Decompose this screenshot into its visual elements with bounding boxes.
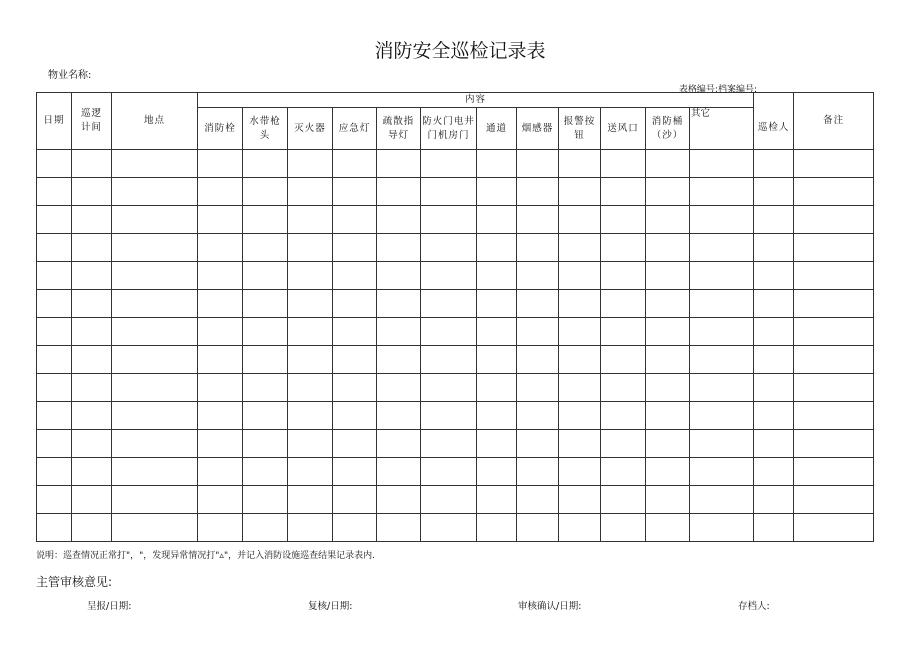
table-cell[interactable] [421, 374, 477, 402]
table-cell[interactable] [794, 514, 874, 542]
table-cell[interactable] [559, 290, 601, 318]
table-cell[interactable] [198, 486, 243, 514]
table-cell[interactable] [243, 318, 288, 346]
header-content-item: 防火门电井 门机房门 [421, 108, 477, 150]
table-cell[interactable] [112, 262, 198, 290]
archive-label: 存档人: [738, 601, 770, 612]
table-cell[interactable] [377, 262, 421, 290]
table-cell[interactable] [377, 514, 421, 542]
table-cell[interactable] [288, 290, 333, 318]
table-cell[interactable] [559, 514, 601, 542]
table-cell[interactable] [72, 402, 112, 430]
table-cell[interactable] [794, 318, 874, 346]
table-row [37, 374, 874, 402]
table-cell[interactable] [754, 234, 794, 262]
table-cell[interactable] [377, 318, 421, 346]
table-cell[interactable] [288, 150, 333, 178]
table-cell[interactable] [243, 262, 288, 290]
table-cell[interactable] [601, 178, 646, 206]
table-row [37, 430, 874, 458]
table-cell[interactable] [601, 374, 646, 402]
table-cell[interactable] [37, 430, 72, 458]
table-cell[interactable] [37, 178, 72, 206]
table-cell[interactable] [754, 486, 794, 514]
note-text: 说明：巡查情况正常打"，"，发现异常情况打"▵"，并记入消防设施巡查结果记录表内. [36, 551, 375, 561]
table-cell[interactable] [37, 514, 72, 542]
table-cell[interactable] [243, 150, 288, 178]
table-cell[interactable] [794, 262, 874, 290]
table-cell[interactable] [754, 514, 794, 542]
table-cell[interactable] [646, 346, 690, 374]
table-cell[interactable] [112, 514, 198, 542]
table-cell[interactable] [198, 150, 243, 178]
table-cell[interactable] [377, 206, 421, 234]
table-cell[interactable] [477, 514, 517, 542]
table-cell[interactable] [477, 262, 517, 290]
table-cell[interactable] [794, 402, 874, 430]
table-cell[interactable] [112, 234, 198, 262]
table-cell[interactable] [37, 374, 72, 402]
header-content: 内容 [198, 93, 754, 108]
table-cell[interactable] [37, 234, 72, 262]
table-cell[interactable] [754, 206, 794, 234]
table-cell[interactable] [794, 234, 874, 262]
table-cell[interactable] [421, 318, 477, 346]
table-cell[interactable] [112, 318, 198, 346]
table-cell[interactable] [288, 346, 333, 374]
table-cell[interactable] [477, 318, 517, 346]
table-cell[interactable] [754, 318, 794, 346]
table-cell[interactable] [517, 486, 559, 514]
table-cell[interactable] [646, 234, 690, 262]
table-cell[interactable] [72, 346, 112, 374]
table-cell[interactable] [421, 346, 477, 374]
table-cell[interactable] [333, 486, 377, 514]
table-cell[interactable] [72, 178, 112, 206]
table-cell[interactable] [333, 178, 377, 206]
header-location: 地点 [112, 93, 198, 150]
table-cell[interactable] [477, 346, 517, 374]
table-cell[interactable] [198, 318, 243, 346]
table-cell[interactable] [421, 234, 477, 262]
table-cell[interactable] [421, 402, 477, 430]
table-cell[interactable] [559, 458, 601, 486]
table-cell[interactable] [198, 178, 243, 206]
table-cell[interactable] [477, 234, 517, 262]
header-content-item: 疏散指 导灯 [377, 108, 421, 150]
table-cell[interactable] [690, 346, 754, 374]
header-content-item: 应急灯 [333, 108, 377, 150]
table-cell[interactable] [421, 430, 477, 458]
inspection-table [36, 92, 874, 542]
table-cell[interactable] [690, 402, 754, 430]
table-row [37, 458, 874, 486]
table-cell[interactable] [794, 430, 874, 458]
table-cell[interactable] [477, 290, 517, 318]
table-cell[interactable] [421, 262, 477, 290]
table-cell[interactable] [377, 150, 421, 178]
table-cell[interactable] [243, 486, 288, 514]
table-cell[interactable] [601, 430, 646, 458]
table-cell[interactable] [72, 206, 112, 234]
table-cell[interactable] [288, 486, 333, 514]
table-cell[interactable] [754, 178, 794, 206]
table-cell[interactable] [198, 262, 243, 290]
header-content-item: 报警按 钮 [559, 108, 601, 150]
table-cell[interactable] [198, 234, 243, 262]
table-cell[interactable] [377, 430, 421, 458]
table-row [37, 318, 874, 346]
table-cell[interactable] [646, 430, 690, 458]
header-content-item: 送风口 [601, 108, 646, 150]
report-date-label: 呈报/日期: [87, 601, 132, 612]
table-cell[interactable] [690, 486, 754, 514]
table-cell[interactable] [72, 514, 112, 542]
header-date: 日期 [37, 93, 72, 150]
table-cell[interactable] [754, 458, 794, 486]
table-cell[interactable] [646, 206, 690, 234]
table-cell[interactable] [37, 346, 72, 374]
table-cell[interactable] [243, 178, 288, 206]
table-cell[interactable] [112, 458, 198, 486]
table-cell[interactable] [794, 346, 874, 374]
table-cell[interactable] [333, 346, 377, 374]
table-cell[interactable] [559, 486, 601, 514]
header-content-item: 水带枪 头 [243, 108, 288, 150]
header-content-item: 灭火器 [288, 108, 333, 150]
table-cell[interactable] [601, 514, 646, 542]
table-cell[interactable] [72, 318, 112, 346]
table-cell[interactable] [794, 206, 874, 234]
table-cell[interactable] [690, 290, 754, 318]
table-cell[interactable] [517, 234, 559, 262]
table-cell[interactable] [601, 402, 646, 430]
table-cell[interactable] [559, 234, 601, 262]
table-cell[interactable] [288, 178, 333, 206]
table-cell[interactable] [333, 262, 377, 290]
table-cell[interactable] [333, 150, 377, 178]
table-cell[interactable] [112, 346, 198, 374]
table-row [37, 486, 874, 514]
table-cell[interactable] [646, 178, 690, 206]
review-date-label: 复核/日期: [308, 601, 353, 612]
table-cell[interactable] [198, 346, 243, 374]
table-cell[interactable] [198, 402, 243, 430]
table-cell[interactable] [243, 374, 288, 402]
table-cell[interactable] [646, 318, 690, 346]
table-cell[interactable] [243, 402, 288, 430]
property-name-label: 物业名称: [48, 70, 92, 81]
table-cell[interactable] [559, 346, 601, 374]
table-cell[interactable] [37, 318, 72, 346]
table-row [37, 290, 874, 318]
table-cell[interactable] [646, 514, 690, 542]
table-row [37, 234, 874, 262]
header-content-item: 烟感器 [517, 108, 559, 150]
table-cell[interactable] [288, 402, 333, 430]
table-cell[interactable] [559, 262, 601, 290]
table-cell[interactable] [72, 374, 112, 402]
table-cell[interactable] [646, 290, 690, 318]
table-cell[interactable] [112, 486, 198, 514]
header-content-item: 消防栓 [198, 108, 243, 150]
table-cell[interactable] [690, 374, 754, 402]
table-cell[interactable] [288, 514, 333, 542]
table-cell[interactable] [517, 290, 559, 318]
table-cell[interactable] [243, 458, 288, 486]
table-cell[interactable] [37, 206, 72, 234]
table-cell[interactable] [690, 178, 754, 206]
table-cell[interactable] [377, 178, 421, 206]
table-cell[interactable] [690, 234, 754, 262]
table-cell[interactable] [646, 374, 690, 402]
table-cell[interactable] [794, 458, 874, 486]
table-cell[interactable] [112, 430, 198, 458]
table-cell[interactable] [198, 514, 243, 542]
table-cell[interactable] [794, 150, 874, 178]
header-content-item: 消防桶 （沙） [646, 108, 690, 150]
table-cell[interactable] [72, 430, 112, 458]
table-cell[interactable] [72, 290, 112, 318]
table-cell[interactable] [690, 262, 754, 290]
table-cell[interactable] [377, 290, 421, 318]
table-row [37, 402, 874, 430]
header-remarks: 备注 [794, 93, 874, 150]
table-cell[interactable] [333, 234, 377, 262]
table-cell[interactable] [559, 178, 601, 206]
table-cell[interactable] [646, 402, 690, 430]
table-cell[interactable] [243, 514, 288, 542]
table-cell[interactable] [72, 458, 112, 486]
table-cell[interactable] [72, 486, 112, 514]
table-cell[interactable] [198, 290, 243, 318]
table-cell[interactable] [112, 150, 198, 178]
table-cell[interactable] [559, 318, 601, 346]
table-cell[interactable] [794, 486, 874, 514]
table-cell[interactable] [333, 430, 377, 458]
table-cell[interactable] [377, 458, 421, 486]
table-cell[interactable] [646, 486, 690, 514]
table-cell[interactable] [377, 374, 421, 402]
table-cell[interactable] [198, 206, 243, 234]
header-content-item: 通道 [477, 108, 517, 150]
table-row [37, 206, 874, 234]
confirm-date-label: 审核确认/日期: [518, 601, 582, 612]
table-cell[interactable] [333, 402, 377, 430]
table-cell[interactable] [601, 318, 646, 346]
table-cell[interactable] [421, 458, 477, 486]
table-cell[interactable] [477, 402, 517, 430]
table-cell[interactable] [243, 206, 288, 234]
table-cell[interactable] [690, 206, 754, 234]
table-cell[interactable] [477, 206, 517, 234]
table-cell[interactable] [794, 290, 874, 318]
table-cell[interactable] [37, 402, 72, 430]
table-cell[interactable] [794, 374, 874, 402]
table-cell[interactable] [517, 458, 559, 486]
table-cell[interactable] [601, 262, 646, 290]
table-cell[interactable] [377, 234, 421, 262]
header-content-item: 其它 [690, 108, 754, 150]
table-cell[interactable] [477, 178, 517, 206]
table-cell[interactable] [601, 290, 646, 318]
table-cell[interactable] [601, 458, 646, 486]
table-cell[interactable] [377, 346, 421, 374]
table-cell[interactable] [37, 150, 72, 178]
table-row [37, 514, 874, 542]
table-cell[interactable] [601, 234, 646, 262]
table-cell[interactable] [198, 430, 243, 458]
table-cell[interactable] [37, 262, 72, 290]
table-row [37, 262, 874, 290]
table-row [37, 346, 874, 374]
table-cell[interactable] [333, 374, 377, 402]
table-cell[interactable] [37, 486, 72, 514]
table-cell[interactable] [421, 290, 477, 318]
table-cell[interactable] [243, 290, 288, 318]
table-cell[interactable] [646, 458, 690, 486]
table-cell[interactable] [288, 206, 333, 234]
table-cell[interactable] [112, 374, 198, 402]
table-cell[interactable] [601, 150, 646, 178]
table-cell[interactable] [690, 458, 754, 486]
table-cell[interactable] [198, 374, 243, 402]
table-cell[interactable] [243, 346, 288, 374]
table-cell[interactable] [517, 346, 559, 374]
table-cell[interactable] [601, 206, 646, 234]
table-cell[interactable] [559, 206, 601, 234]
table-cell[interactable] [288, 262, 333, 290]
table-cell[interactable] [517, 514, 559, 542]
table-cell[interactable] [421, 206, 477, 234]
table-cell[interactable] [112, 290, 198, 318]
table-cell[interactable] [754, 346, 794, 374]
table-cell[interactable] [377, 402, 421, 430]
table-cell[interactable] [333, 458, 377, 486]
table-cell[interactable] [333, 318, 377, 346]
supervisor-opinion-label: 主管审核意见: [36, 575, 113, 589]
table-cell[interactable] [421, 150, 477, 178]
table-cell[interactable] [601, 486, 646, 514]
table-cell[interactable] [559, 430, 601, 458]
table-cell[interactable] [37, 458, 72, 486]
table-cell[interactable] [198, 458, 243, 486]
table-cell[interactable] [559, 402, 601, 430]
table-cell[interactable] [690, 150, 754, 178]
table-cell[interactable] [288, 430, 333, 458]
table-cell[interactable] [517, 178, 559, 206]
table-cell[interactable] [794, 178, 874, 206]
table-cell[interactable] [601, 346, 646, 374]
table-cell[interactable] [646, 150, 690, 178]
table-cell[interactable] [112, 178, 198, 206]
table-cell[interactable] [288, 234, 333, 262]
table-cell[interactable] [754, 402, 794, 430]
table-cell[interactable] [690, 514, 754, 542]
table-cell[interactable] [112, 402, 198, 430]
table-cell[interactable] [421, 514, 477, 542]
table-cell[interactable] [243, 234, 288, 262]
table-cell[interactable] [72, 262, 112, 290]
table-cell[interactable] [72, 234, 112, 262]
table-cell[interactable] [377, 486, 421, 514]
table-row [37, 178, 874, 206]
table-cell[interactable] [288, 458, 333, 486]
table-cell[interactable] [517, 150, 559, 178]
table-cell[interactable] [288, 318, 333, 346]
header-time: 巡逻 计间 [72, 93, 112, 150]
table-cell[interactable] [559, 150, 601, 178]
table-cell[interactable] [243, 430, 288, 458]
table-cell[interactable] [477, 150, 517, 178]
table-row [37, 150, 874, 178]
table-cell[interactable] [754, 150, 794, 178]
form-codes: 表格编号:档案编号: [678, 85, 757, 95]
table-cell[interactable] [517, 402, 559, 430]
table-cell[interactable] [37, 290, 72, 318]
table-cell[interactable] [112, 206, 198, 234]
form-title: 消防安全巡检记录表 [374, 40, 546, 62]
table-cell[interactable] [72, 150, 112, 178]
table-cell[interactable] [690, 430, 754, 458]
table-cell[interactable] [754, 430, 794, 458]
table-cell[interactable] [517, 206, 559, 234]
table-cell[interactable] [559, 374, 601, 402]
table-cell[interactable] [333, 290, 377, 318]
table-cell[interactable] [517, 318, 559, 346]
table-cell[interactable] [517, 262, 559, 290]
table-cell[interactable] [421, 486, 477, 514]
table-cell[interactable] [754, 262, 794, 290]
table-cell[interactable] [477, 458, 517, 486]
table-cell[interactable] [754, 290, 794, 318]
table-cell[interactable] [517, 374, 559, 402]
table-cell[interactable] [288, 374, 333, 402]
header-inspector: 巡检人 [754, 93, 794, 150]
table-cell[interactable] [517, 430, 559, 458]
table-cell[interactable] [477, 486, 517, 514]
table-cell[interactable] [690, 318, 754, 346]
table-cell[interactable] [333, 514, 377, 542]
table-cell[interactable] [646, 262, 690, 290]
table-cell[interactable] [477, 374, 517, 402]
table-cell[interactable] [333, 206, 377, 234]
table-cell[interactable] [421, 178, 477, 206]
table-cell[interactable] [754, 374, 794, 402]
table-cell[interactable] [477, 430, 517, 458]
